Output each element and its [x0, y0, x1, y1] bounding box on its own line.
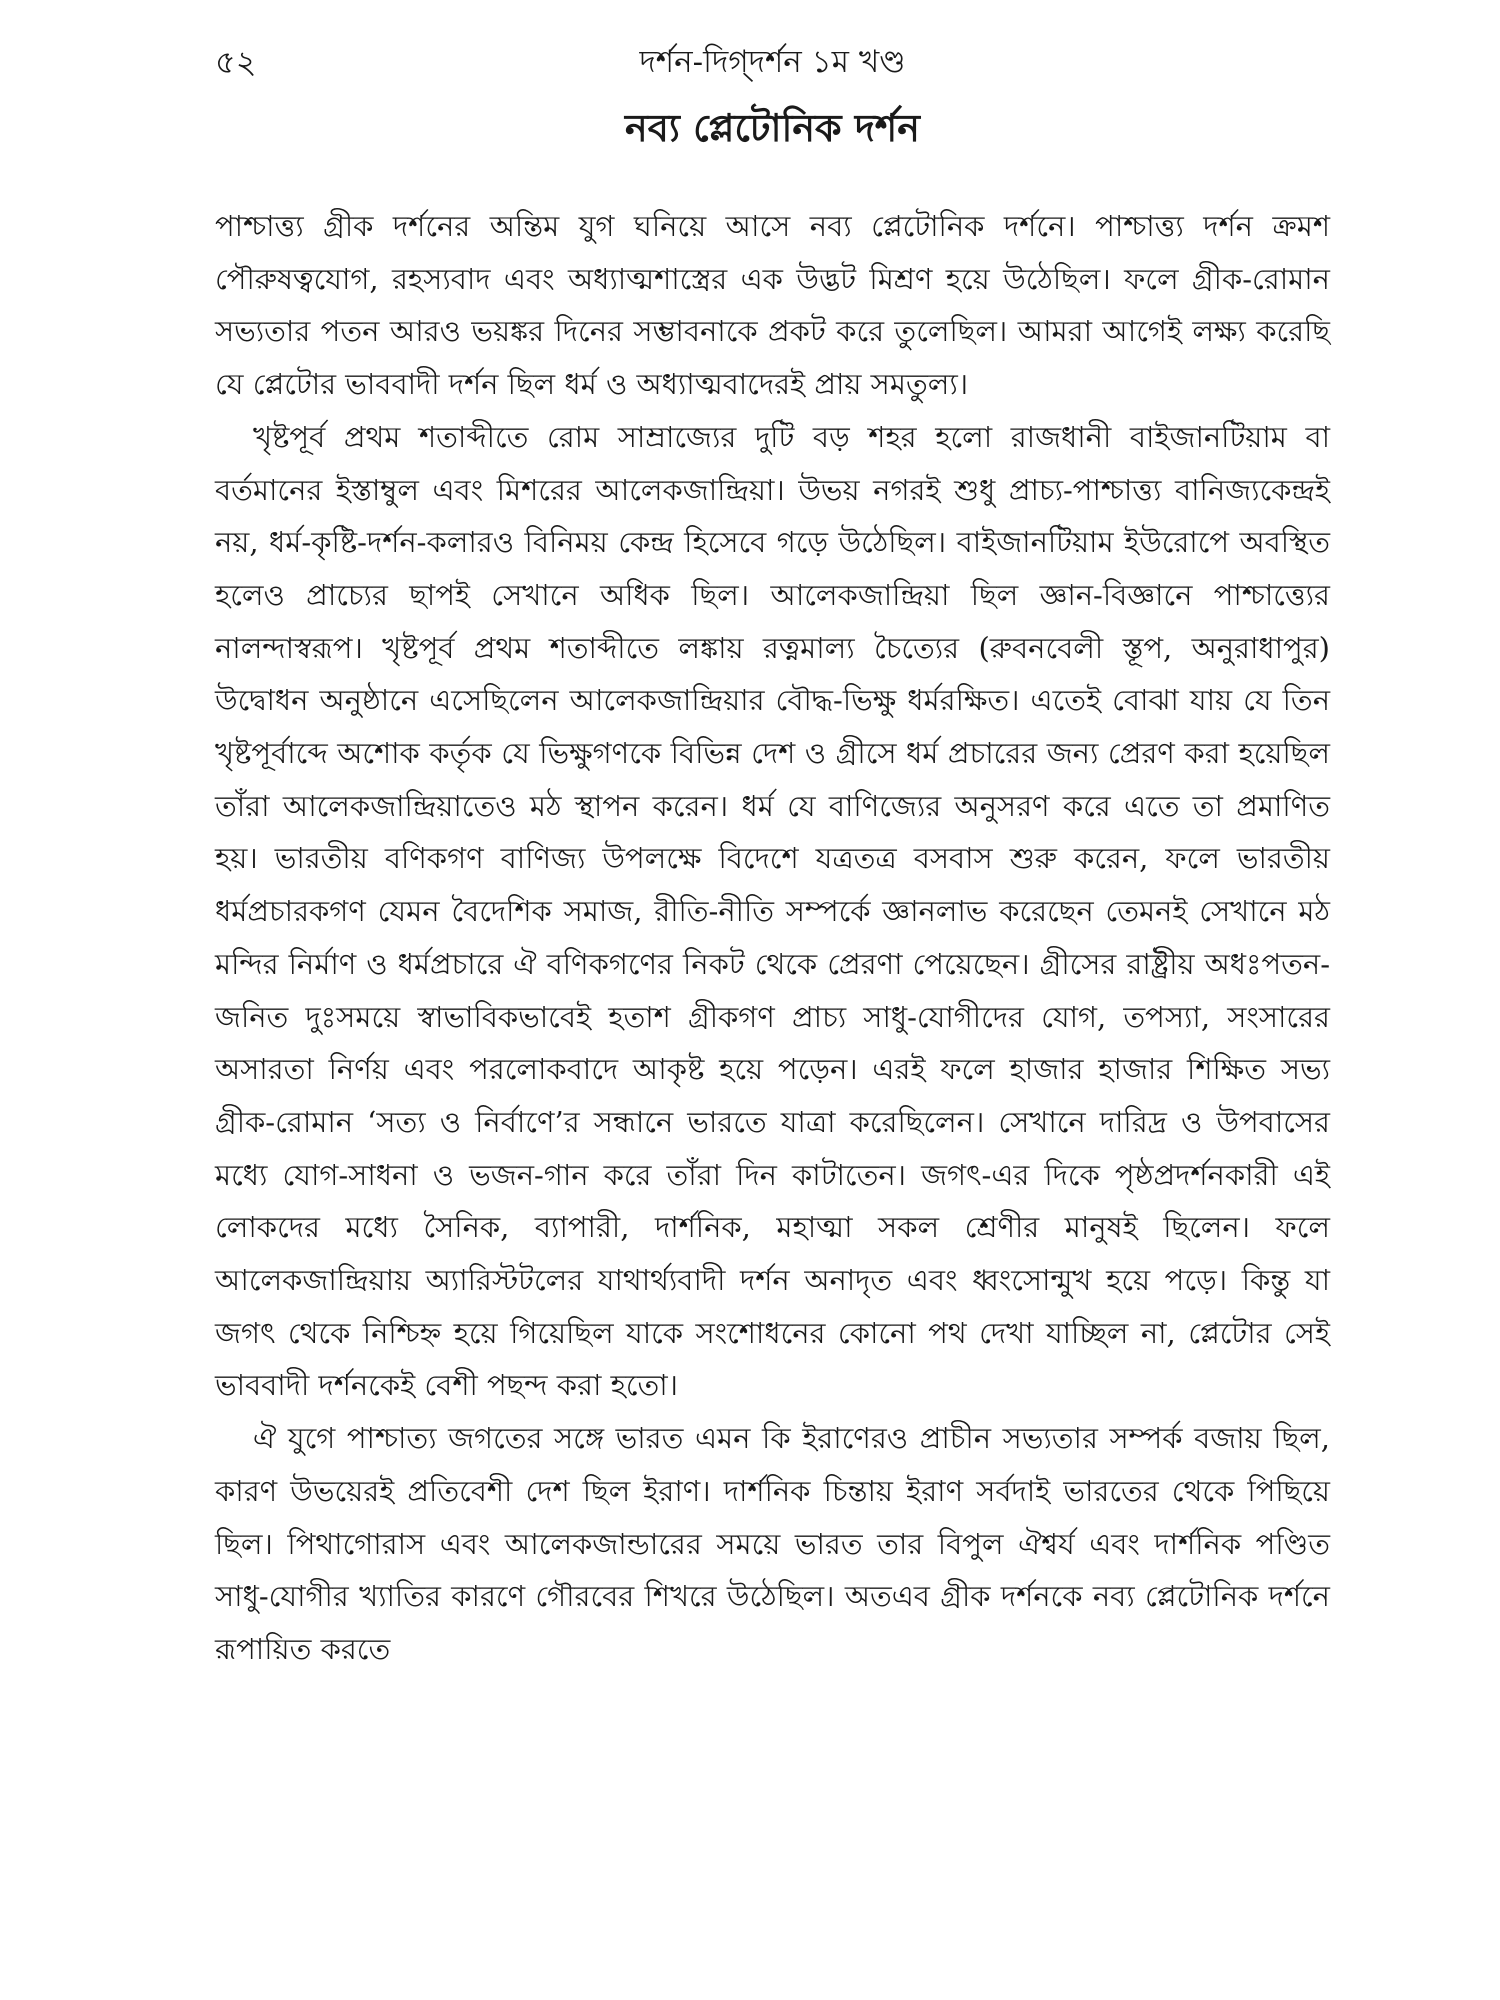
- page-header: [215, 38, 1330, 86]
- paragraph-1: পাশ্চাত্ত্য গ্রীক দর্শনের অন্তিম যুগ ঘনিয়ে আসে নব্য প্লেটোনিক দর্শনে। পাশ্চাত্ত্য দর্শন ক্রমশ পৌরুষত্বযোগ, রহস্যবাদ এবং অধ্যাত্মশাস্ত্রের এক উদ্ভট মিশ্রণ হয়ে উঠেছিল। ফলে গ্রীক-রোমান সভ্যতার পতন আরও ভয়ঙ্কর দিনের সম্ভাবনাকে প্রকট করে তুলেছিল। আমরা আগেই লক্ষ্য করেছি যে প্লেটোর ভাববাদী দর্শন ছিল ধর্ম ও অধ্যাত্মবাদেরই প্রায় সমতুল্য।: [215, 209, 1330, 402]
- body-text: [215, 200, 1330, 1676]
- page-number: ৫২: [215, 43, 257, 81]
- paragraph-2: খৃষ্টপূর্ব প্রথম শতাব্দীতে রোম সাম্রাজ্যের দুটি বড় শহর হলো রাজধানী বাইজানটিয়াম বা বর্তমানের ইস্তাম্বুল এবং মিশরের আলেকজান্দ্রিয়া। উভয় নগরই শুধু প্রাচ্য-পাশ্চাত্ত্য বানিজ্যকেন্দ্রই নয়, ধর্ম-কৃষ্টি-দর্শন-কলারও বিনিময় কেন্দ্র হিসেবে গড়ে উঠেছিল। বাইজানটিয়াম ইউরোপে অবস্থিত হলেও প্রাচ্যের ছাপই সেখানে অধিক ছিল। আলেকজান্দ্রিয়া ছিল জ্ঞান-বিজ্ঞানে পাশ্চাত্ত্যের নালন্দাস্বরূপ। খৃষ্টপূর্ব প্রথম শতাব্দীতে লঙ্কায় রত্নমাল্য চৈত্যের (রুবনবেলী স্তূপ, অনুরাধাপুর) উদ্বোধন অনুষ্ঠানে এসেছিলেন আলেকজান্দ্রিয়ার বৌদ্ধ-ভিক্ষু ধর্মরক্ষিত। এতেই বোঝা যায় যে তিন খৃষ্টপূর্বাব্দে অশোক কর্তৃক যে ভিক্ষুগণকে বিভিন্ন দেশ ও গ্রীসে ধর্ম প্রচারের জন্য প্রেরণ করা হয়েছিল তাঁরা আলেকজান্দ্রিয়াতেও মঠ স্থাপন করেন। ধর্ম যে বাণিজ্যের অনুসরণ করে এতে তা প্রমাণিত হয়। ভারতীয় বণিকগণ বাণিজ্য উপলক্ষে বিদেশে যত্রতত্র বসবাস শুরু করেন, ফলে ভারতীয় ধর্মপ্রচারকগণ যেমন বৈদেশিক সমাজ, রীতি-নীতি সম্পর্কে জ্ঞানলাভ করেছেন তেমনই সেখানে মঠ মন্দির নির্মাণ ও ধর্মপ্রচারে ঐ বণিকগণের নিকট থেকে প্রেরণা পেয়েছেন। গ্রীসের রাষ্ট্রীয় অধঃপতন-জনিত দুঃসময়ে স্বাভাবিকভাবেই হতাশ গ্রীকগণ প্রাচ্য সাধু-যোগীদের যোগ, তপস্যা, সংসারের অসারতা নির্ণয় এবং পরলোকবাদে আকৃষ্ট হয়ে পড়েন। এরই ফলে হাজার হাজার শিক্ষিত সভ্য গ্রীক-রোমান ‘সত্য ও নির্বাণে’র সন্ধানে ভারতে যাত্রা করেছিলেন। সেখানে দারিদ্র ও উপবাসের মধ্যে যোগ-সাধনা ও ভজন-গান করে তাঁরা দিন কাটাতেন। জগৎ-এর দিকে পৃষ্ঠপ্রদর্শনকারী এই লোকদের মধ্যে সৈনিক, ব্যাপারী, দার্শনিক, মহাত্মা সকল শ্রেণীর মানুষই ছিলেন। ফলে আলেকজান্দ্রিয়ায় অ্যারিস্টটলের যাথার্থ্যবাদী দর্শন অনাদৃত এবং ধ্বংসোন্মুখ হয়ে পড়ে। কিন্তু যা জগৎ থেকে নিশ্চিহ্ন হয়ে গিয়েছিল যাকে সংশোধনের কোনো পথ দেখা যাচ্ছিল না, প্লেটোর সেই ভাববাদী দর্শনকেই বেশী পছন্দ করা হতো।: [215, 419, 1330, 1403]
- chapter-title: নব্য প্লেটোনিক দর্শন: [625, 105, 920, 150]
- paragraph-3: ঐ যুগে পাশ্চাত্য জগতের সঙ্গে ভারত এমন কি ইরাণেরও প্রাচীন সভ্যতার সম্পর্ক বজায় ছিল, কারণ উভয়েরই প্রতিবেশী দেশ ছিল ইরাণ। দার্শনিক চিন্তায় ইরাণ সর্বদাই ভারতের থেকে পিছিয়ে ছিল। পিথাগোরাস এবং আলেকজান্ডারের সময়ে ভারত তার বিপুল ঐশ্বর্য এবং দার্শনিক পণ্ডিত সাধু-যোগীর খ্যাতির কারণে গৌরবের শিখরে উঠেছিল। অতএব গ্রীক দর্শনকে নব্য প্লেটোনিক দর্শনে রূপায়িত করতে: [215, 1421, 1330, 1666]
- running-head: দর্শন-দিগ্‌দর্শন ১ম খণ্ড: [639, 44, 906, 80]
